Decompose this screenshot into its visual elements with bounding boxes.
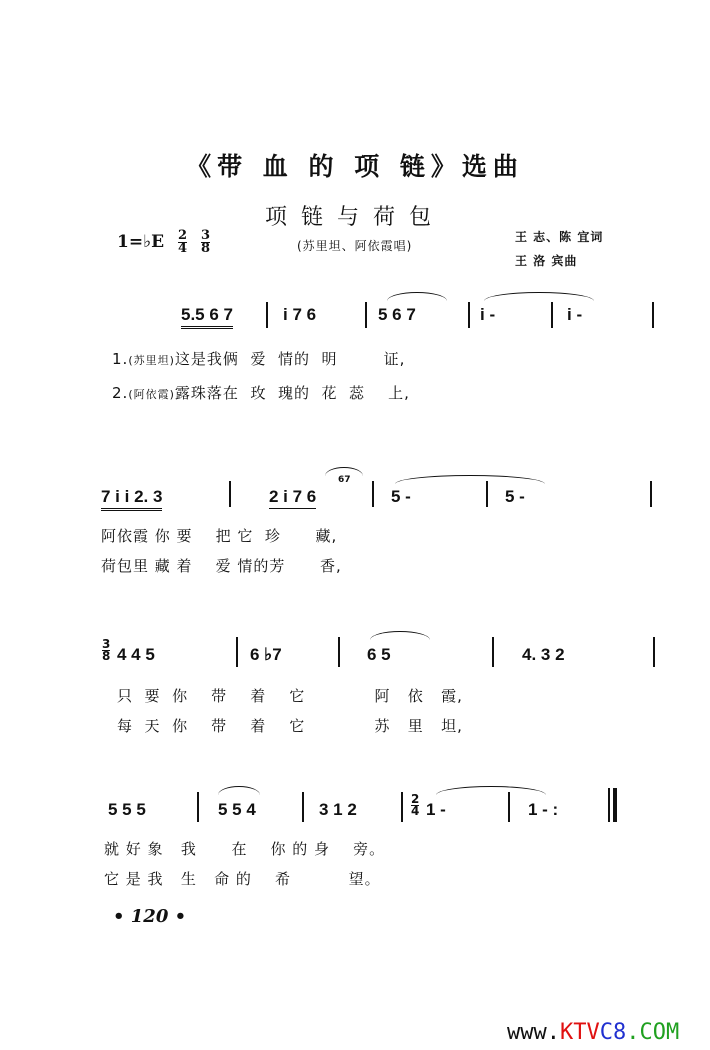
barline bbox=[650, 481, 652, 507]
barline bbox=[486, 481, 488, 507]
measure-2-notes: 5 5 4 bbox=[218, 800, 256, 819]
barline bbox=[302, 792, 304, 822]
lyric-verse-2: 它 是 我 生 命 的 希 望。 bbox=[104, 870, 381, 888]
time-signature-3-8: $\frac{3}{8}$ bbox=[200, 228, 210, 256]
system-4 bbox=[0, 780, 710, 890]
repeat-barline-thick bbox=[613, 788, 617, 822]
grace-notes: 67 bbox=[338, 475, 351, 485]
barline bbox=[197, 792, 199, 822]
tie bbox=[484, 292, 594, 301]
barline bbox=[372, 481, 374, 507]
barline bbox=[229, 481, 231, 507]
lyricist-credit: 王 志、陈 宜词 bbox=[515, 230, 604, 244]
measure-1-notes: 5 5 5 bbox=[108, 800, 146, 819]
lyric-verse-1: 就 好 象 我 在 你 的 身 旁。 bbox=[104, 840, 386, 858]
system-1 bbox=[0, 290, 710, 410]
barline bbox=[492, 637, 494, 667]
tie bbox=[436, 786, 546, 795]
measure-4-notes: i - bbox=[480, 305, 496, 324]
measure-5-notes: i - bbox=[567, 305, 583, 324]
measure-4-notes: 5 - bbox=[505, 487, 525, 506]
barline bbox=[551, 302, 553, 328]
barline bbox=[652, 302, 654, 328]
lyric-verse-2: 荷包里 藏 着 爱 情的芳 香, bbox=[101, 557, 342, 575]
system-2 bbox=[0, 465, 710, 585]
slur bbox=[218, 786, 260, 795]
repeat-barline-thin bbox=[608, 788, 610, 822]
barline bbox=[468, 302, 470, 328]
singers-note: (苏里坦、阿依霞唱) bbox=[297, 239, 413, 253]
barline bbox=[401, 792, 403, 822]
measure-2-notes: i 7 6 bbox=[283, 305, 317, 324]
barline bbox=[653, 637, 655, 667]
measure-3-notes: 6 5 bbox=[367, 645, 391, 664]
lyric-verse-2: 每 天 你 带 着 它 苏 里 坦, bbox=[117, 717, 463, 735]
lyric-verse-1: 1.(苏里坦)这是我俩 爱 情的 明 证, bbox=[112, 350, 406, 368]
measure-2-notes: 6 ♭7 bbox=[250, 645, 282, 664]
song-title: 项链与荷包 bbox=[264, 205, 445, 230]
key-label: 1=♭E bbox=[117, 232, 165, 252]
measure-1-notes: 5.5 6 7 bbox=[181, 305, 233, 329]
barline bbox=[266, 302, 268, 328]
key-signature bbox=[117, 230, 210, 255]
lyric-verse-1: 只 要 你 带 着 它 阿 依 霞, bbox=[117, 687, 463, 705]
measure-3-notes: 3 1 2 bbox=[319, 800, 357, 819]
slur bbox=[370, 631, 430, 640]
measure-2-notes: 2 i 7 6 bbox=[269, 487, 316, 509]
composer-credit: 王 洛 宾曲 bbox=[515, 254, 578, 268]
measure-1-notes: 7 i i 2. 3 bbox=[101, 487, 162, 511]
time-signature-2-4: $\frac{2}{4}$ bbox=[177, 228, 188, 256]
barline bbox=[236, 637, 238, 667]
tie bbox=[395, 475, 545, 484]
barline bbox=[338, 637, 340, 667]
barline bbox=[365, 302, 367, 328]
series-title: 《带 血 的 项 链》选曲 bbox=[186, 152, 524, 181]
measure-4-notes: 4. 3 2 bbox=[522, 645, 565, 664]
measure-5-notes: 1 - : bbox=[528, 800, 559, 819]
measure-3-notes: 5 - bbox=[391, 487, 411, 506]
time-change: 2 4 bbox=[411, 792, 420, 818]
measure-4-notes: 1 - bbox=[426, 800, 446, 819]
measure-3-notes: 5 6 7 bbox=[378, 305, 416, 324]
slur bbox=[387, 292, 447, 301]
time-change: 3 8 bbox=[102, 637, 111, 663]
barline bbox=[508, 792, 510, 822]
measure-1-notes: 4 4 5 bbox=[117, 645, 155, 664]
watermark: www.KTVC8.COM bbox=[507, 1020, 680, 1045]
page-number: • 120 • bbox=[113, 906, 187, 927]
lyric-verse-1: 阿依霞 你 要 把 它 珍 藏, bbox=[101, 527, 338, 545]
lyric-verse-2: 2.(阿依霞)露珠落在 玫 瑰的 花 蕊 上, bbox=[112, 384, 410, 402]
system-3 bbox=[0, 625, 710, 745]
